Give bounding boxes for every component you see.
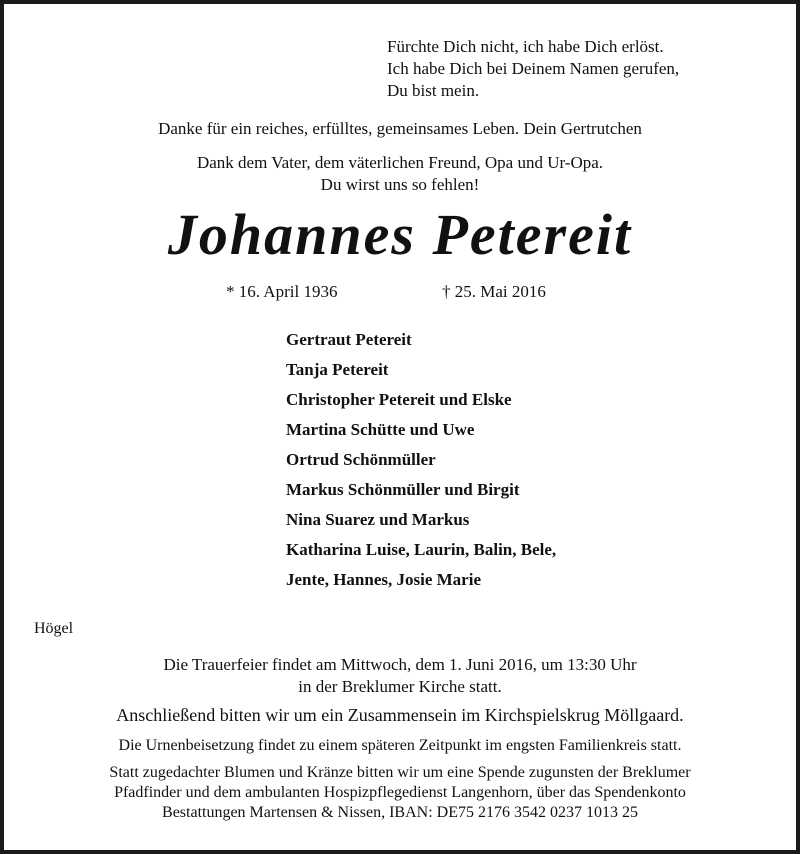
verse-line-1: Fürchte Dich nicht, ich habe Dich erlöst. (387, 37, 664, 56)
thanks-line-1: Danke für ein reiches, erfülltes, gemeinsames Leben. Dein Gertrutchen (158, 119, 642, 138)
mourner-9: Jente, Hannes, Josie Marie (286, 570, 481, 589)
verse-line-3: Du bist mein. (387, 81, 480, 100)
death-date: † 25. Mai 2016 (442, 282, 546, 301)
place-name: Högel (34, 620, 74, 637)
mourner-5: Ortrud Schönmüller (286, 450, 436, 469)
service-line-1: Die Trauerfeier findet am Mittwoch, dem 1. Juni 2016, um 13:30 Uhr (163, 655, 637, 674)
mourner-8: Katharina Luise, Laurin, Balin, Bele, (286, 540, 557, 559)
thanks-line-3: Du wirst uns so fehlen! (320, 175, 480, 194)
service-line-2: in der Breklumer Kirche statt. (298, 677, 502, 696)
verse-line-2: Ich habe Dich bei Deinem Namen gerufen, (387, 59, 680, 78)
mourner-6: Markus Schönmüller und Birgit (286, 480, 520, 499)
donation-line-2: Pfadfinder und dem ambulanten Hospizpflegedienst Langenhorn, über das Spendenkonto (114, 784, 686, 801)
gathering-notice: Anschließend bitten wir um ein Zusammensein im Kirchspielskrug Möllgaard. (116, 705, 684, 725)
mourner-7: Nina Suarez und Markus (286, 510, 470, 529)
deceased-name: Johannes Petereit (167, 202, 633, 267)
birth-date: * 16. April 1936 (226, 282, 338, 301)
mourner-3: Christopher Petereit und Elske (286, 390, 512, 409)
mourner-4: Martina Schütte und Uwe (286, 420, 475, 439)
mourner-1: Gertraut Petereit (286, 330, 412, 349)
mourner-2: Tanja Petereit (286, 360, 389, 379)
thanks-line-2: Dank dem Vater, dem väterlichen Freund, Opa und Ur-Opa. (196, 153, 604, 172)
donation-line-1: Statt zugedachter Blumen und Kränze bitten wir um eine Spende zugunsten der Breklumer (109, 764, 691, 781)
urn-notice: Die Urnenbeisetzung findet zu einem späteren Zeitpunkt im engsten Familienkreis statt. (118, 737, 682, 754)
donation-line-3: Bestattungen Martensen & Nissen, IBAN: DE75 2176 3542 0237 1013 25 (162, 804, 638, 821)
